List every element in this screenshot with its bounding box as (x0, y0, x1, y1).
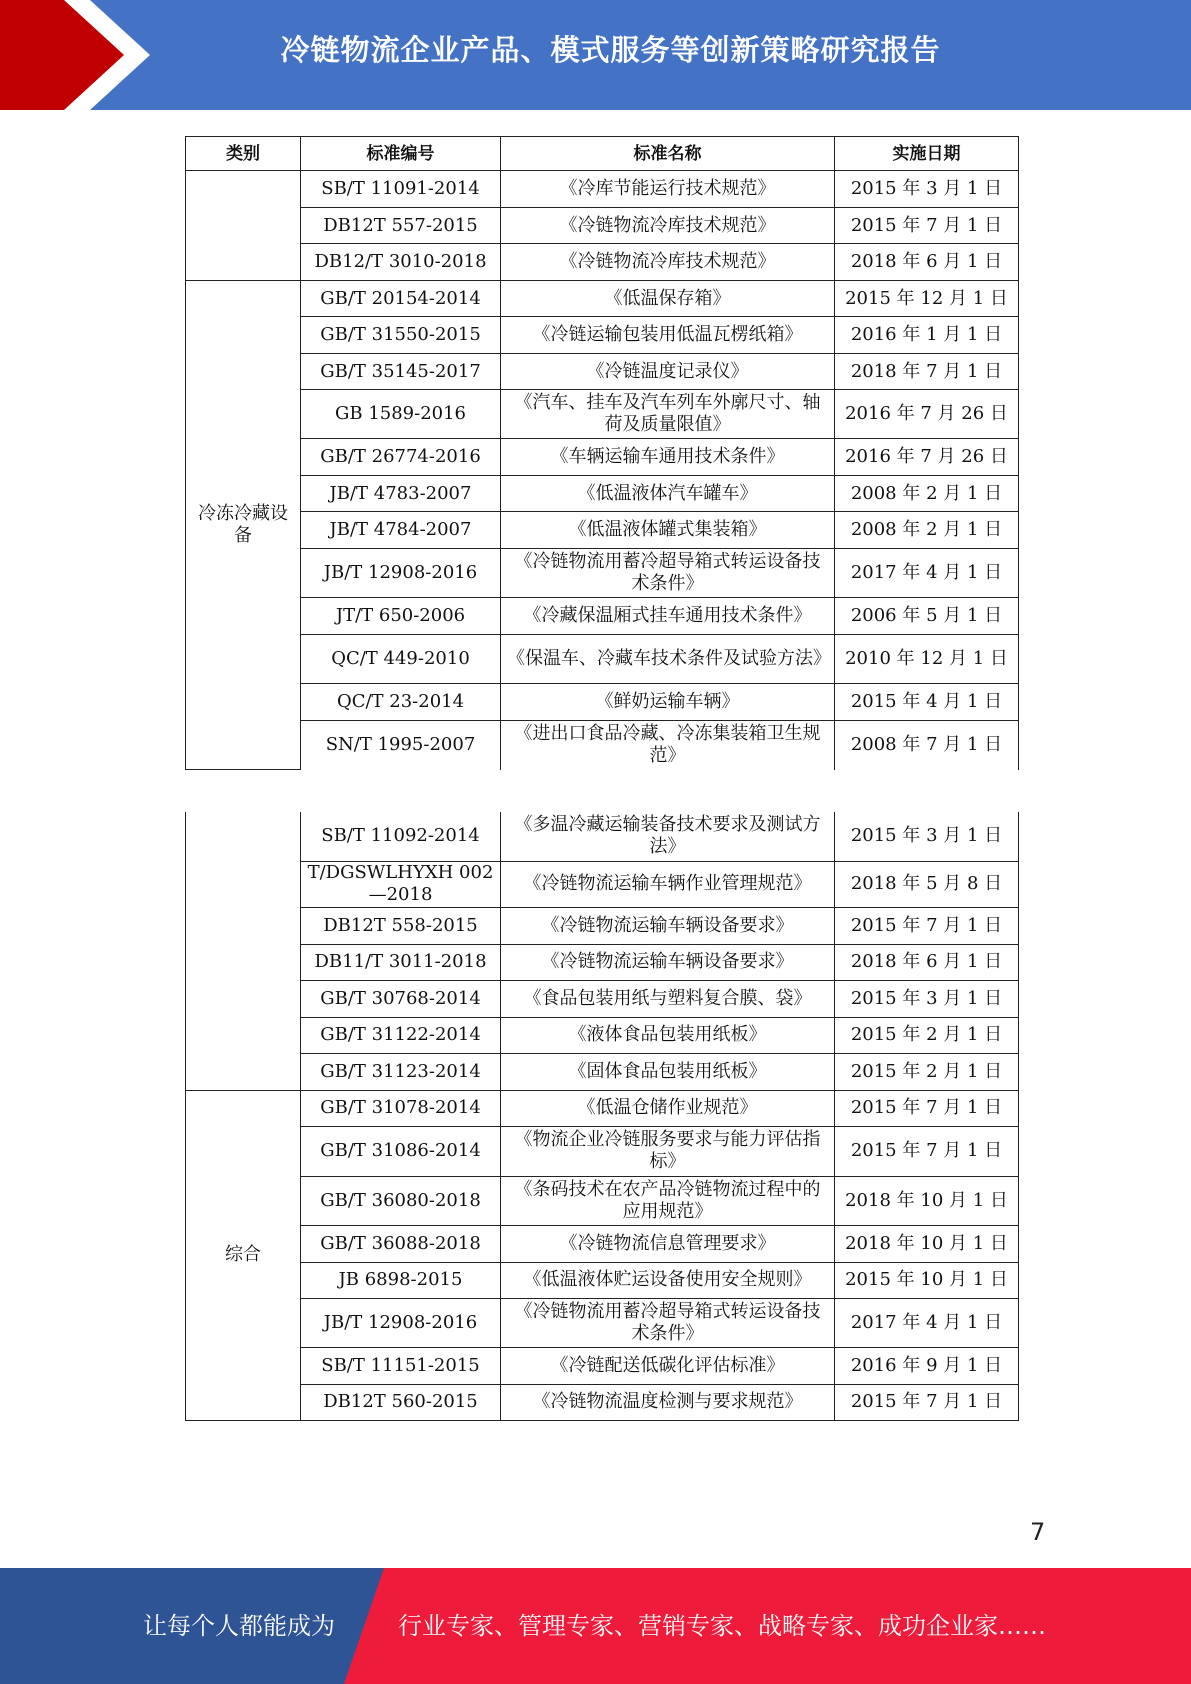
effective-date: 2016 年 1 月 1 日 (835, 317, 1019, 354)
standard-number: GB/T 35145-2017 (301, 354, 501, 390)
standard-number: GB 1589-2016 (301, 390, 501, 439)
standard-number: DB11/T 3011-2018 (301, 944, 501, 980)
category-cell: 冷冻冷藏设备 (186, 281, 301, 770)
standard-name: 《固体食品包装用纸板》 (501, 1053, 835, 1090)
effective-date: 2016 年 7 月 26 日 (835, 439, 1019, 476)
effective-date: 2018 年 10 月 1 日 (835, 1176, 1019, 1225)
standard-name: 《冷库节能运行技术规范》 (501, 171, 835, 208)
standard-name: 《冷链物流运输车辆设备要求》 (501, 907, 835, 944)
table-row (186, 1225, 1019, 1262)
standard-number: GB/T 36088-2018 (301, 1225, 501, 1262)
standard-number: JB/T 4784-2007 (301, 512, 501, 549)
footer-slogan-left: 让每个人都能成为 (143, 1612, 335, 1640)
page-number: 7 (1030, 1518, 1046, 1546)
table-header-row (186, 137, 1019, 171)
standard-name: 《进出口食品冷藏、冷冻集装箱卫生规范》 (501, 721, 835, 770)
table-row (186, 1384, 1019, 1420)
effective-date: 2015 年 7 月 1 日 (835, 907, 1019, 944)
effective-date: 2015 年 4 月 1 日 (835, 684, 1019, 721)
standard-name: 《冷链配送低碳化评估标准》 (501, 1347, 835, 1384)
category-cell: 综合 (186, 1090, 301, 1420)
effective-date: 2015 年 7 月 1 日 (835, 1090, 1019, 1126)
standard-name: 《低温液体罐式集装箱》 (501, 512, 835, 549)
effective-date: 2015 年 10 月 1 日 (835, 1262, 1019, 1298)
table-row (186, 721, 1019, 770)
table-row (186, 281, 1019, 317)
header-category: 类别 (186, 137, 301, 171)
standard-name: 《冷链物流用蓄冷超导箱式转运设备技术条件》 (501, 549, 835, 598)
table-row (186, 390, 1019, 439)
table-row (186, 1017, 1019, 1053)
standard-name: 《低温液体汽车罐车》 (501, 476, 835, 512)
table-row (186, 354, 1019, 390)
effective-date: 2015 年 7 月 1 日 (835, 1126, 1019, 1176)
standard-name: 《鲜奶运输车辆》 (501, 684, 835, 721)
standard-number: DB12/T 3010-2018 (301, 244, 501, 281)
table-row (186, 944, 1019, 980)
standard-name: 《冷链物流用蓄冷超导箱式转运设备技术条件》 (501, 1298, 835, 1347)
table-row (186, 171, 1019, 208)
effective-date: 2016 年 7 月 26 日 (835, 390, 1019, 439)
standard-number: DB12T 557-2015 (301, 208, 501, 244)
table-row (186, 907, 1019, 944)
standard-number: GB/T 31123-2014 (301, 1053, 501, 1090)
table-row (186, 1262, 1019, 1298)
standards-table-part1 (185, 136, 1019, 770)
effective-date: 2018 年 5 月 8 日 (835, 861, 1019, 907)
table-row (186, 1126, 1019, 1176)
standard-name: 《物流企业冷链服务要求与能力评估指标》 (501, 1126, 835, 1176)
effective-date: 2008 年 7 月 1 日 (835, 721, 1019, 770)
standard-number: JB 6898-2015 (301, 1262, 501, 1298)
effective-date: 2015 年 3 月 1 日 (835, 171, 1019, 208)
effective-date: 2015 年 7 月 1 日 (835, 1384, 1019, 1420)
table-row (186, 861, 1019, 907)
category-cell (186, 812, 301, 1090)
standard-number: SB/T 11092-2014 (301, 812, 501, 861)
effective-date: 2018 年 7 月 1 日 (835, 354, 1019, 390)
standard-name: 《条码技术在农产品冷链物流过程中的应用规范》 (501, 1176, 835, 1225)
standards-table-part2 (185, 812, 1019, 1421)
standard-number: DB12T 560-2015 (301, 1384, 501, 1420)
effective-date: 2015 年 12 月 1 日 (835, 281, 1019, 317)
effective-date: 2015 年 2 月 1 日 (835, 1053, 1019, 1090)
effective-date: 2008 年 2 月 1 日 (835, 476, 1019, 512)
table-row (186, 549, 1019, 598)
standard-number: SB/T 11151-2015 (301, 1347, 501, 1384)
table-row (186, 1176, 1019, 1225)
table-row (186, 684, 1019, 721)
effective-date: 2006 年 5 月 1 日 (835, 598, 1019, 635)
standard-number: GB/T 36080-2018 (301, 1176, 501, 1225)
standard-name: 《低温保存箱》 (501, 281, 835, 317)
standard-name: 《冷链物流冷库技术规范》 (501, 208, 835, 244)
table-row (186, 439, 1019, 476)
footer-slogan-right: 行业专家、管理专家、营销专家、战略专家、成功企业家…… (398, 1612, 1046, 1640)
standard-name: 《冷链温度记录仪》 (501, 354, 835, 390)
effective-date: 2018 年 6 月 1 日 (835, 244, 1019, 281)
report-title: 冷链物流企业产品、模式服务等创新策略研究报告 (280, 33, 941, 67)
standard-number: JT/T 650-2006 (301, 598, 501, 635)
standard-number: JB/T 12908-2016 (301, 1298, 501, 1347)
standard-name: 《冷链物流运输车辆设备要求》 (501, 944, 835, 980)
standard-number: GB/T 31078-2014 (301, 1090, 501, 1126)
effective-date: 2018 年 10 月 1 日 (835, 1225, 1019, 1262)
table-row (186, 208, 1019, 244)
standard-name: 《车辆运输车通用技术条件》 (501, 439, 835, 476)
table-row (186, 1298, 1019, 1347)
standard-name: 《液体食品包装用纸板》 (501, 1017, 835, 1053)
standard-name: 《冷链运输包装用低温瓦楞纸箱》 (501, 317, 835, 354)
standard-number: GB/T 30768-2014 (301, 980, 501, 1017)
effective-date: 2010 年 12 月 1 日 (835, 635, 1019, 684)
table-row (186, 1347, 1019, 1384)
standard-number: T/DGSWLHYXH 002—2018 (301, 861, 501, 907)
table-row (186, 512, 1019, 549)
standard-number: QC/T 449-2010 (301, 635, 501, 684)
standard-name: 《多温冷藏运输装备技术要求及测试方法》 (501, 812, 835, 861)
effective-date: 2015 年 3 月 1 日 (835, 980, 1019, 1017)
standard-number: SB/T 11091-2014 (301, 171, 501, 208)
standard-name: 《低温仓储作业规范》 (501, 1090, 835, 1126)
standard-number: DB12T 558-2015 (301, 907, 501, 944)
standard-name: 《冷链物流运输车辆作业管理规范》 (501, 861, 835, 907)
standard-name: 《低温液体贮运设备使用安全规则》 (501, 1262, 835, 1298)
category-cell (186, 171, 301, 281)
standard-name: 《冷链物流信息管理要求》 (501, 1225, 835, 1262)
header-effective-date: 实施日期 (835, 137, 1019, 171)
header-standard-name: 标准名称 (501, 137, 835, 171)
effective-date: 2008 年 2 月 1 日 (835, 512, 1019, 549)
table-row (186, 635, 1019, 684)
table-row (186, 476, 1019, 512)
standard-number: JB/T 12908-2016 (301, 549, 501, 598)
table-row (186, 980, 1019, 1017)
standard-number: JB/T 4783-2007 (301, 476, 501, 512)
standard-name: 《汽车、挂车及汽车列车外廓尺寸、轴荷及质量限值》 (501, 390, 835, 439)
standard-name: 《保温车、冷藏车技术条件及试验方法》 (501, 635, 835, 684)
standard-number: GB/T 31086-2014 (301, 1126, 501, 1176)
table-row (186, 598, 1019, 635)
standard-number: GB/T 31550-2015 (301, 317, 501, 354)
table-row (186, 1053, 1019, 1090)
page-footer (0, 1568, 1191, 1684)
table-row (186, 317, 1019, 354)
effective-date: 2018 年 6 月 1 日 (835, 944, 1019, 980)
table-row (186, 244, 1019, 281)
standard-number: GB/T 20154-2014 (301, 281, 501, 317)
standard-number: QC/T 23-2014 (301, 684, 501, 721)
effective-date: 2017 年 4 月 1 日 (835, 1298, 1019, 1347)
effective-date: 2015 年 3 月 1 日 (835, 812, 1019, 861)
effective-date: 2015 年 2 月 1 日 (835, 1017, 1019, 1053)
effective-date: 2016 年 9 月 1 日 (835, 1347, 1019, 1384)
standard-name: 《冷链物流温度检测与要求规范》 (501, 1384, 835, 1420)
header-standard-number: 标准编号 (301, 137, 501, 171)
standard-number: GB/T 26774-2016 (301, 439, 501, 476)
standard-number: SN/T 1995-2007 (301, 721, 501, 770)
table-row (186, 812, 1019, 861)
table-row (186, 1090, 1019, 1126)
standard-name: 《冷藏保温厢式挂车通用技术条件》 (501, 598, 835, 635)
standard-name: 《冷链物流冷库技术规范》 (501, 244, 835, 281)
standard-name: 《食品包装用纸与塑料复合膜、袋》 (501, 980, 835, 1017)
page-header (0, 0, 1191, 110)
effective-date: 2017 年 4 月 1 日 (835, 549, 1019, 598)
effective-date: 2015 年 7 月 1 日 (835, 208, 1019, 244)
standard-number: GB/T 31122-2014 (301, 1017, 501, 1053)
